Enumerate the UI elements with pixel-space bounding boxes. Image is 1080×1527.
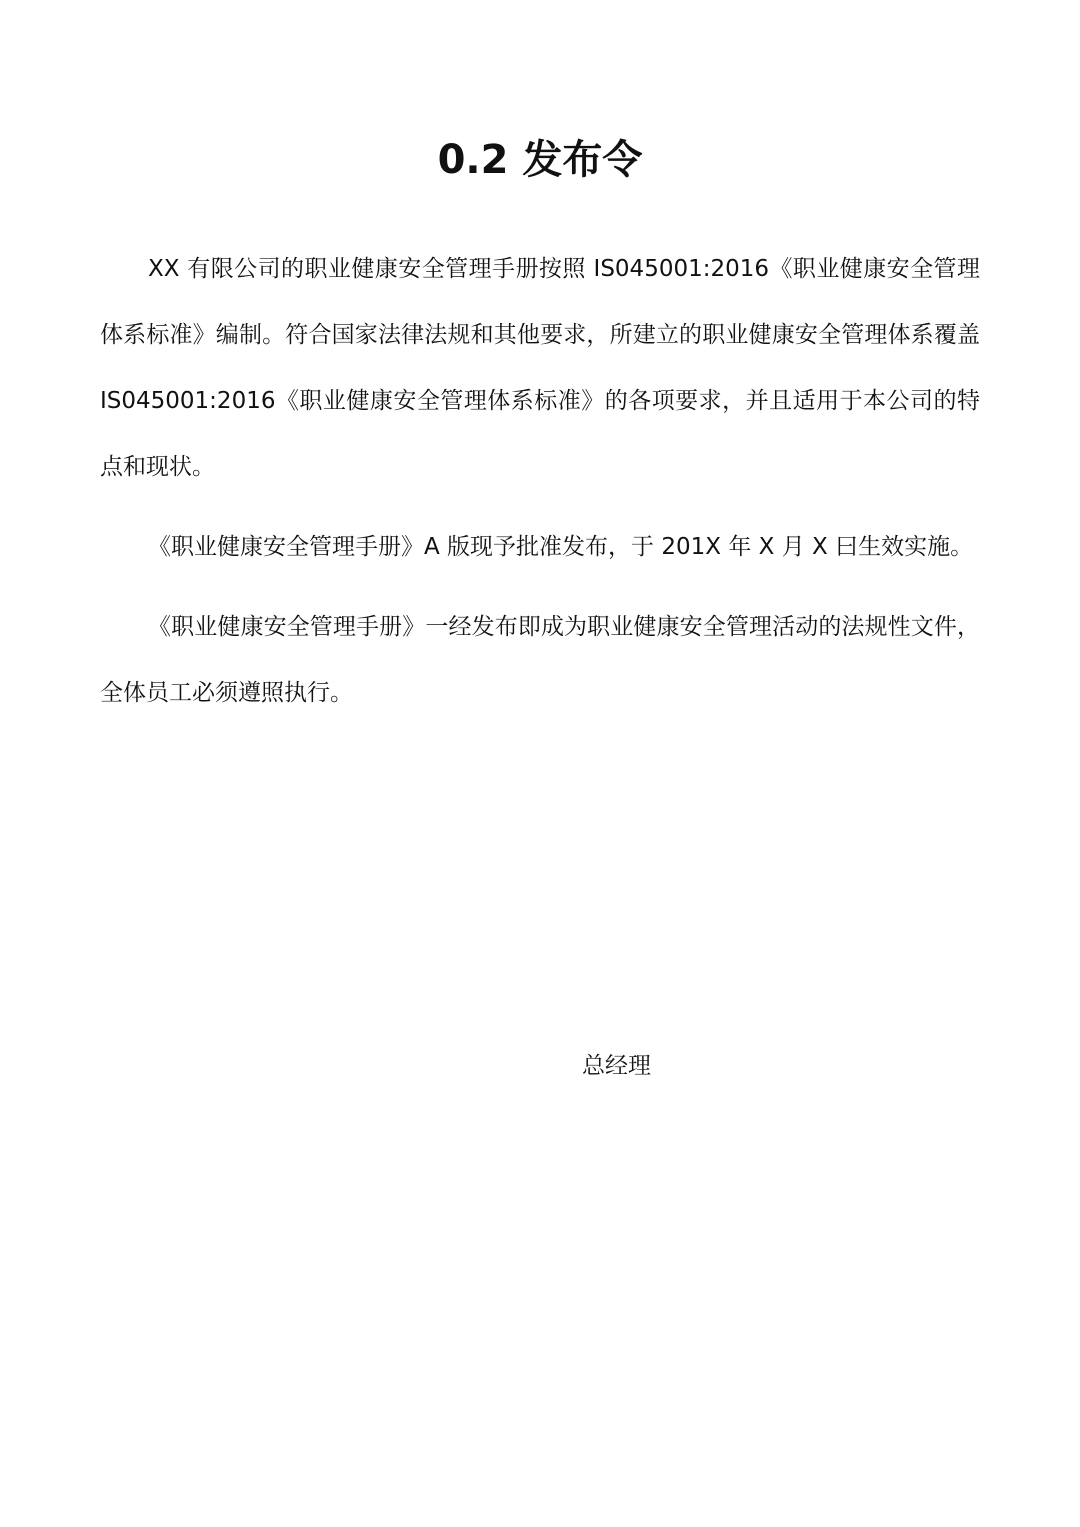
paragraph-effective-date: 《职业健康安全管理手册》A 版现予批准发布，于 201X 年 X 月 X 曰生效实施。 [148, 534, 974, 560]
paragraph-compliance: XX 有限公司的职业健康安全管理手册按照 IS045001:2016《职业健康安全管理体系标准》编制。符合国家法律法规和其他要求，所建立的职业健康安全管理体系覆盖 IS045001:2016《职业健康安全管理体系标准》的各项要求，并且适用于本公司的特点和现状。 [100, 256, 980, 480]
document-body [100, 236, 980, 740]
signature-general-manager: 总经理 [582, 1053, 651, 1079]
page-title: 0.2 发布令 [437, 137, 643, 183]
paragraph-mandate: 《职业健康安全管理手册》一经发布即成为职业健康安全管理活动的法规性文件，全体员工必须遵照执行。 [100, 614, 980, 706]
